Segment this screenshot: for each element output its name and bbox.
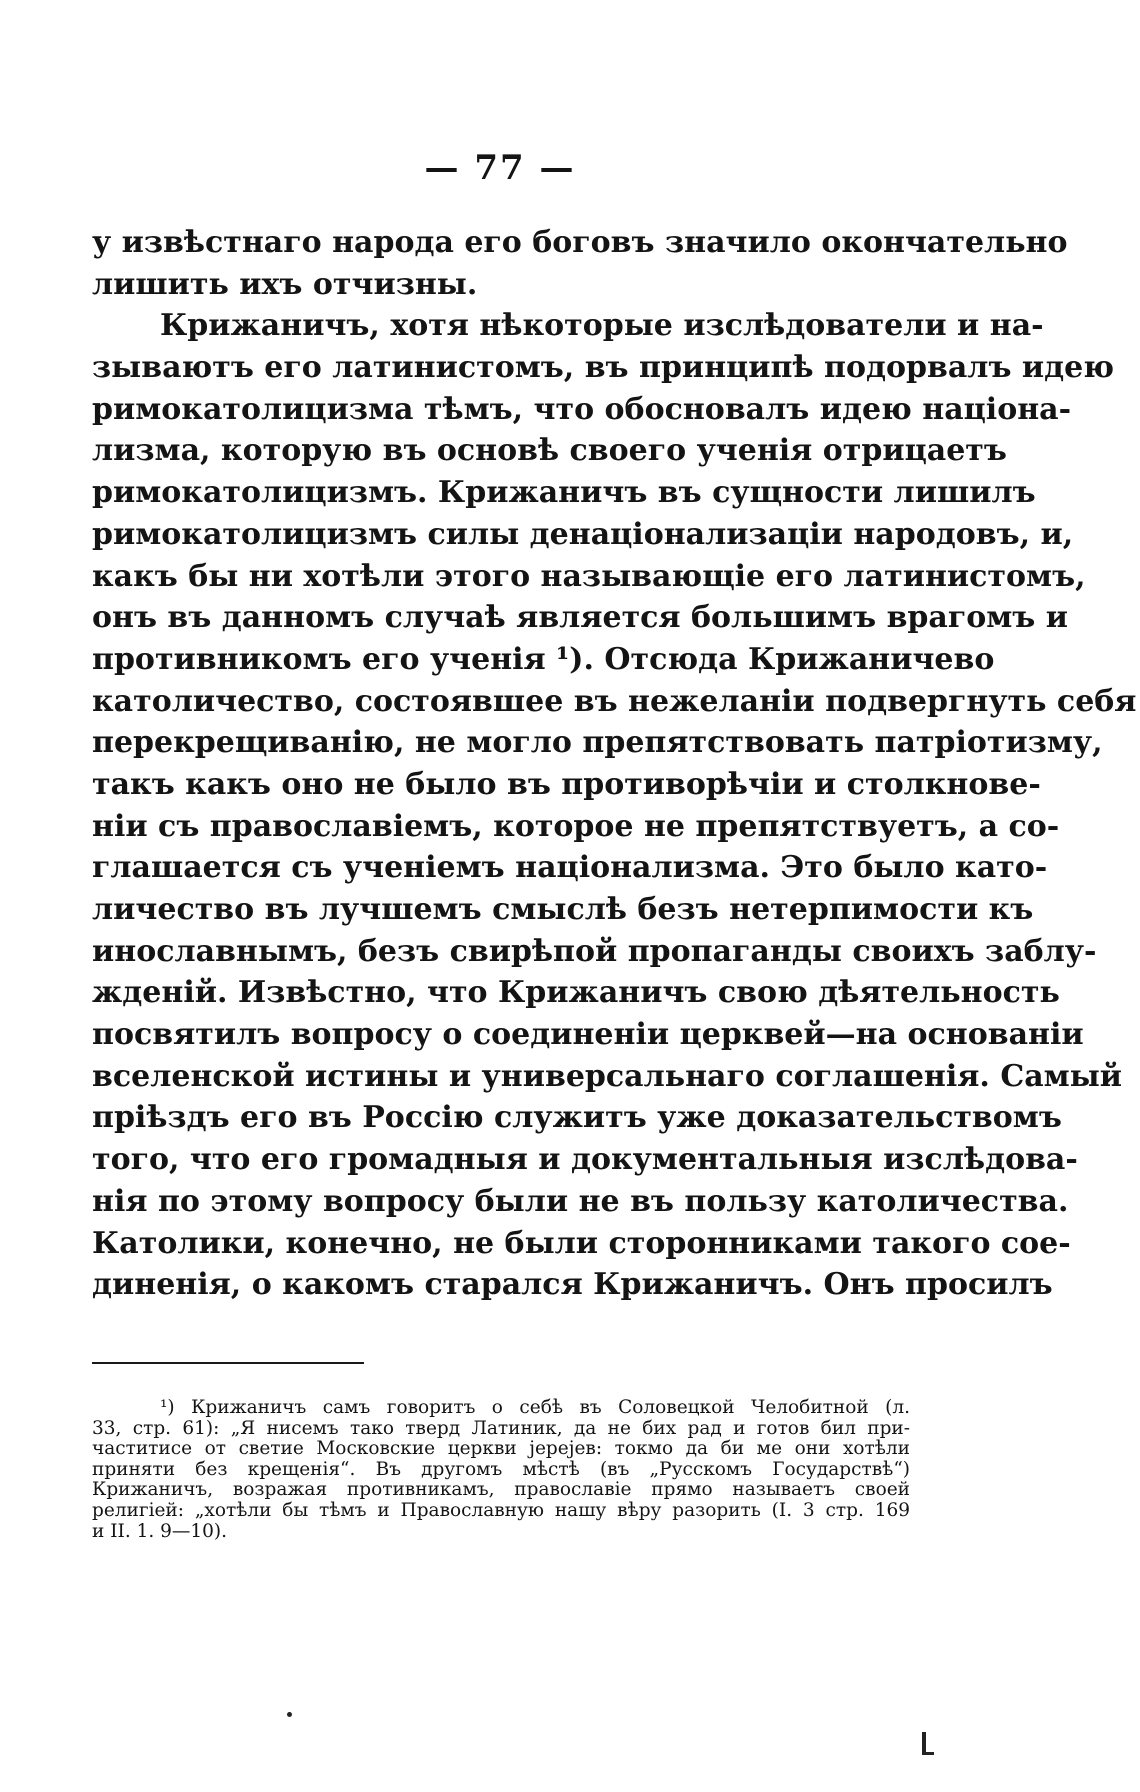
page-number: — 77 — — [424, 148, 576, 188]
footnote-line: частитисе от светие Московские церкви јерејев: токмо да би ме они хотѣли — [92, 1438, 910, 1460]
margin-mark — [922, 1732, 926, 1754]
text-line: такъ какъ оно не было въ противорѣчіи и столкнове- — [92, 766, 1041, 802]
footnote-block — [92, 1398, 910, 1542]
footnote-line: религіей: „хотѣли бы тѣмъ и Православную нашу вѣру разорить (I. 3 стр. 169 — [92, 1499, 910, 1521]
footnote-line: 33, стр. 61): „Я нисемъ тако тверд Латиник, да не бих рад и готов бил при- — [92, 1417, 910, 1439]
text-line: глашается съ ученіемъ націонализма. Это было като- — [92, 850, 1048, 886]
footnote-line: ¹) Крижаничъ самъ говоритъ о себѣ въ Соловецкой Челобитной (л. — [160, 1397, 910, 1418]
text-line: у извѣстнаго народа его боговъ значило окончательно — [92, 225, 1068, 260]
text-line: римокатолицизма тѣмъ, что обосновалъ идею націона- — [92, 391, 1072, 427]
footnote-line: Крижаничъ, возражая противникамъ, православіе прямо называетъ своей — [92, 1479, 910, 1501]
footnote-line: приняти без крещенія“. Въ другомъ мѣстѣ (въ „Русскомъ Государствѣ“) — [92, 1458, 910, 1480]
text-line: зываютъ его латинистомъ, въ принципѣ подорвалъ идею — [92, 350, 1114, 386]
footnote-line: и II. 1. 9—10). — [92, 1520, 228, 1542]
text-line: лизма, которую въ основѣ своего ученія отрицаетъ — [92, 433, 1007, 469]
text-line: Католики, конечно, не были сторонниками такого сое- — [92, 1225, 1071, 1261]
text-line: лишить ихъ отчизны. — [92, 266, 478, 302]
text-line: римокатолицизмъ силы денаціонализаціи народовъ, и, — [92, 516, 1074, 552]
text-line: вселенской истины и универсальнаго соглашенія. Самый — [92, 1058, 1123, 1094]
text-line: посвятилъ вопросу о соединеніи церквей—на основаніи — [92, 1017, 1084, 1053]
margin-mark — [922, 1752, 934, 1755]
text-line: инославнымъ, безъ свирѣпой пропаганды своихъ заблу- — [92, 933, 1097, 969]
text-line: жденій. Извѣстно, что Крижаничъ свою дѣятельность — [92, 975, 1060, 1011]
body-text — [92, 222, 1137, 1306]
footnote-separator — [92, 1362, 364, 1364]
text-line: пріѣздъ его въ Россію служитъ уже доказательствомъ — [92, 1100, 1062, 1136]
text-line: католичество, состоявшее въ нежеланіи подвергнуть себя — [92, 683, 1137, 719]
text-line: нія по этому вопросу были не въ пользу католичества. — [92, 1183, 1069, 1219]
text-line: какъ бы ни хотѣли этого называющіе его латинистомъ, — [92, 558, 1086, 594]
print-speck — [287, 1712, 292, 1717]
text-line: римокатолицизмъ. Крижаничъ въ сущности лишилъ — [92, 475, 1036, 511]
text-line: ніи съ православіемъ, которое не препятствуетъ, а со- — [92, 808, 1060, 844]
text-line: онъ въ данномъ случаѣ является большимъ врагомъ и — [92, 600, 1068, 636]
text-line: личество въ лучшемъ смыслѣ безъ нетерпимости къ — [92, 892, 1034, 927]
text-line: того, что его громадныя и документальныя изслѣдова- — [92, 1142, 1078, 1178]
text-line: перекрещиванію, не могло препятствовать патріотизму, — [92, 725, 1103, 761]
text-line: диненія, о какомъ старался Крижаничъ. Онъ просилъ — [92, 1267, 1053, 1303]
text-line: противникомъ его ученія ¹). Отсюда Крижаничево — [92, 641, 995, 677]
text-line: Крижаничъ, хотя нѣкоторые изслѣдователи и на- — [160, 308, 1044, 344]
